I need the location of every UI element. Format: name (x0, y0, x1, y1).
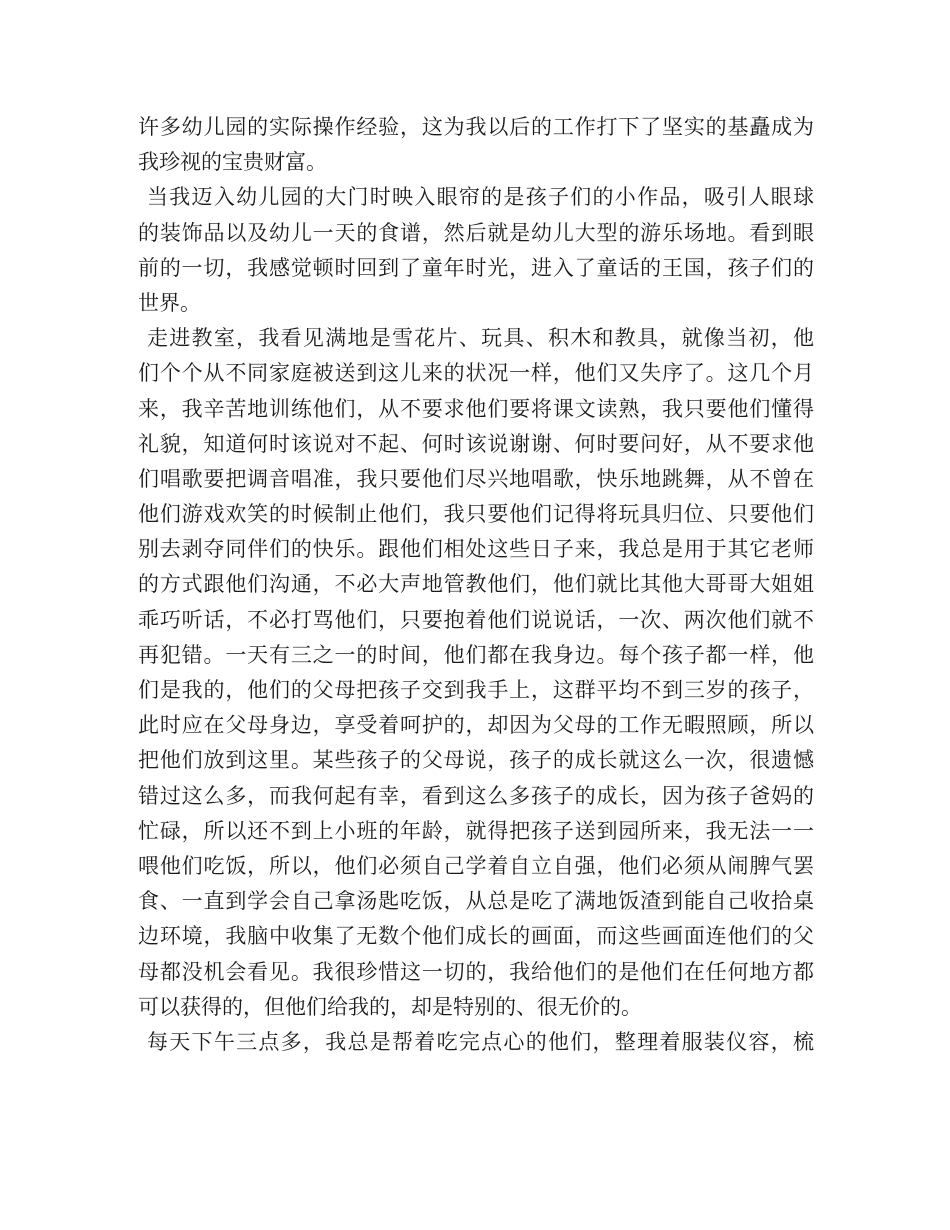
text-line: 们是我的，他们的父母把孩子交到我手上，这群平均不到三岁的孩子， (138, 678, 814, 702)
text-line: 们唱歌要把调音唱准，我只要他们尽兴地唱歌，快乐地跳舞，从不曾在 (138, 466, 814, 491)
text-line: 走进教室，我看见满地是雪花片、玩具、积木和教具，就像当初，他 (147, 326, 814, 351)
text-line: 前的一切，我感觉顿时回到了童年时光，进入了童话的王国，孩子们的 (138, 255, 814, 280)
text-line: 每天下午三点多，我总是帮着吃完点心的他们，整理着服装仪容，梳 (147, 1029, 814, 1054)
text-line: 来，我辛苦地训练他们，从不要求他们要将课文读熟，我只要他们懂得 (138, 396, 814, 421)
text-line: 乖巧听话，不必打骂他们，只要抱着他们说说话，一次、两次他们就不 (138, 607, 814, 632)
text-line: 食、一直到学会自己拿汤匙吃饭，从总是吃了满地饭渣到能自己收拾桌 (138, 889, 814, 914)
text-line: 他们游戏欢笑的时候制止他们，我只要他们记得将玩具归位、只要他们 (138, 502, 814, 527)
text-line: 错过这么多，而我何起有幸，看到这么多孩子的成长，因为孩子爸妈的 (138, 783, 814, 808)
text-line: 喂他们吃饭，所以，他们必须自己学着自立自强，他们必须从闹脾气罢 (138, 853, 814, 878)
text-line: 的装饰品以及幼儿一天的食谱，然后就是幼儿大型的游乐场地。看到眼 (138, 220, 814, 245)
text-line: 世界。 (138, 290, 201, 315)
text-line: 许多幼儿园的实际操作经验，这为我以后的工作打下了坚实的基矗成为 (138, 115, 814, 139)
text-line: 我珍视的宝贵财富。 (138, 150, 327, 175)
text-line: 礼貌，知道何时该说对不起、何时该说谢谢、何时要问好，从不要求他 (138, 431, 814, 456)
text-line: 把他们放到这里。某些孩子的父母说，孩子的成长就这么一次，很遗憾 (138, 748, 814, 773)
text-line: 可以获得的，但他们给我的，却是特别的、很无价的。 (138, 994, 642, 1019)
text-line: 边环境，我脑中收集了无数个他们成长的画面，而这些画面连他们的父 (138, 924, 814, 949)
text-line: 当我迈入幼儿园的大门时映入眼帘的是孩子们的小作品，吸引人眼球 (147, 185, 814, 210)
text-line: 们个个从不同家庭被送到这儿来的状况一样，他们又失序了。这几个月 (138, 361, 814, 386)
text-line: 的方式跟他们沟通，不必大声地管教他们，他们就比其他大哥哥大姐姐 (138, 572, 814, 597)
text-line: 别去剥夺同伴们的快乐。跟他们相处这些日子来，我总是用于其它老师 (138, 537, 814, 562)
text-line: 此时应在父母身边，享受着呵护的，却因为父母的工作无暇照顾，所以 (138, 713, 814, 738)
document-body (138, 110, 814, 1060)
text-line: 忙碌，所以还不到上小班的年龄，就得把孩子送到园所来，我无法一一 (138, 818, 814, 843)
text-line: 再犯错。一天有三之一的时间，他们都在我身边。每个孩子都一样，他 (138, 642, 814, 667)
text-line: 母都没机会看见。我很珍惜这一切的，我给他们的是他们在任何地方都 (138, 959, 814, 984)
